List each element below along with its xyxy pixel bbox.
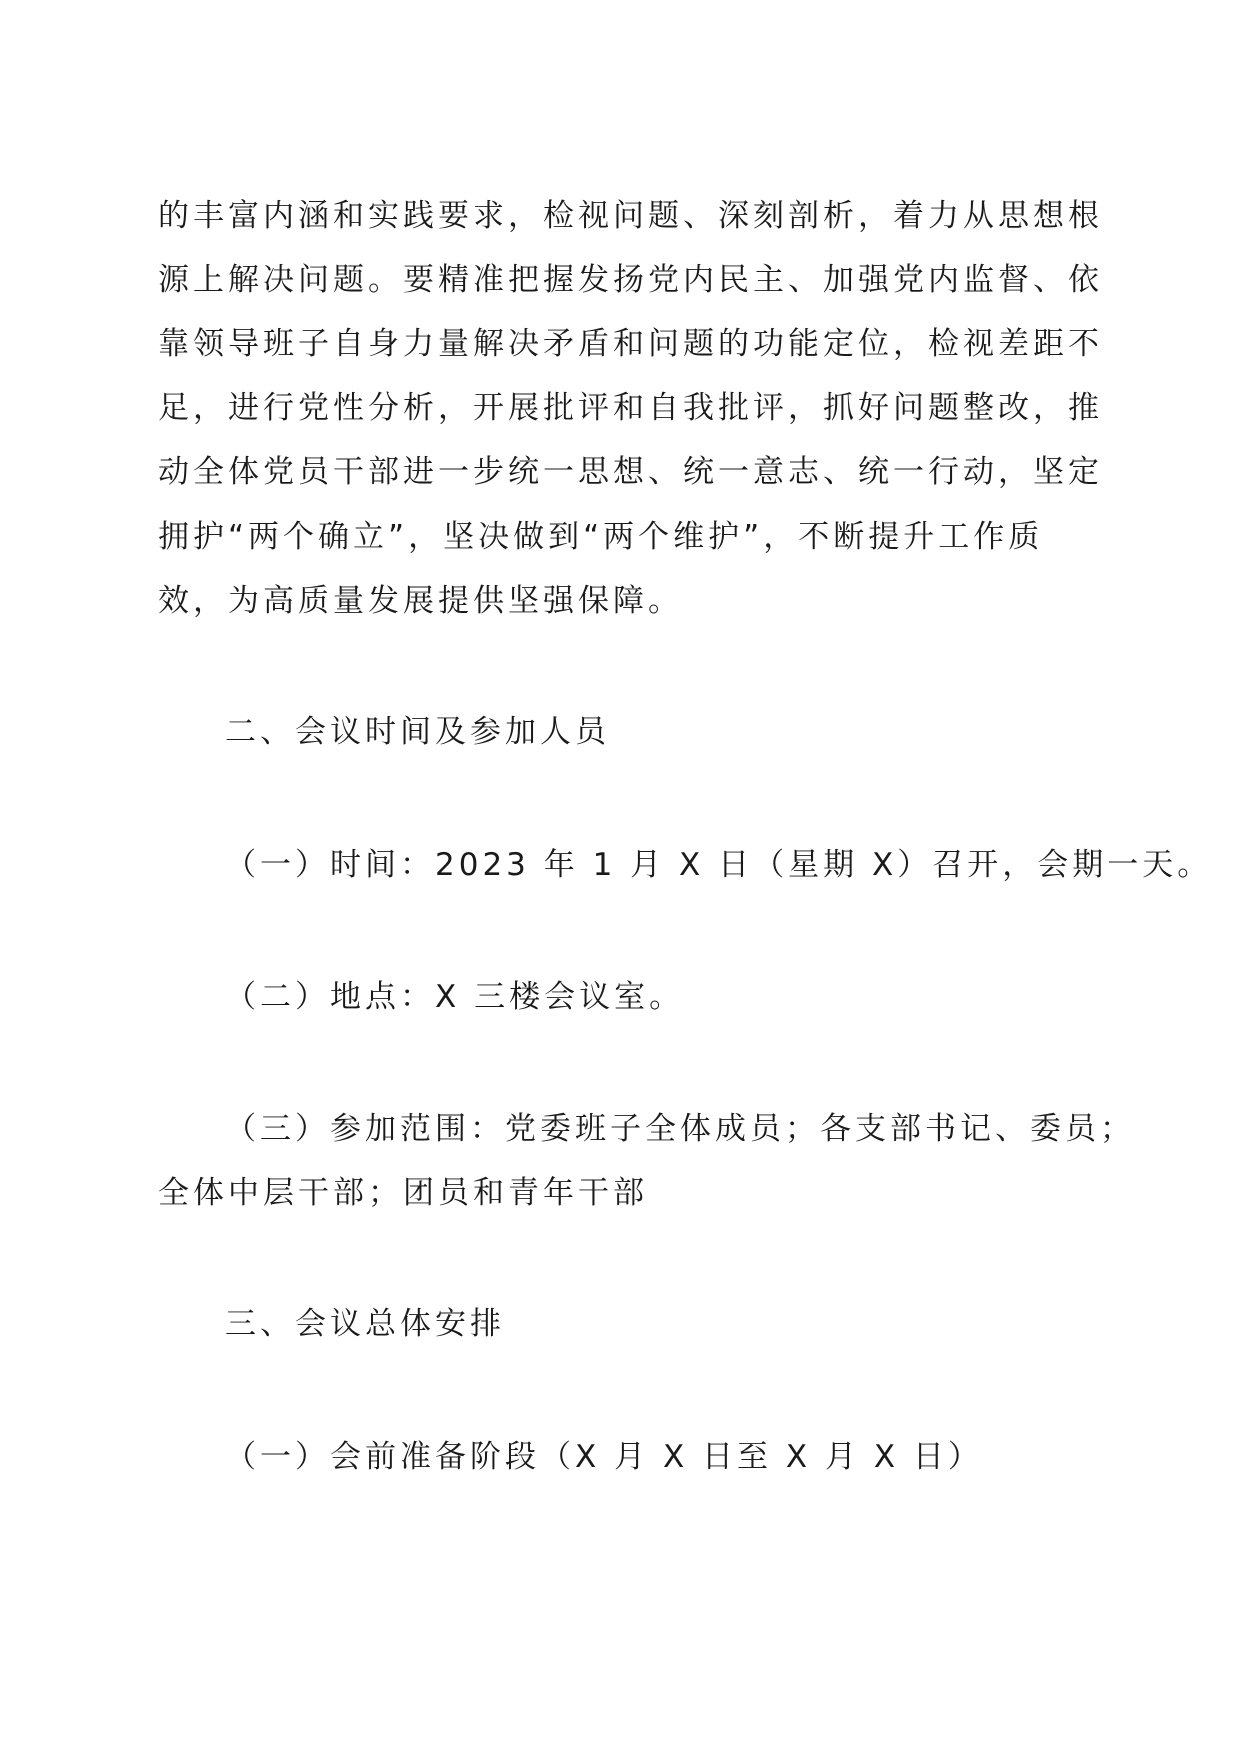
paragraph-line: 的丰富内涵和实践要求，检视问题、深刻剖析，着力从思想根 [158, 198, 1103, 234]
meeting-scope: （三）参加范围：党委班子全体成员；各支部书记、委员； [225, 1111, 1135, 1147]
paragraph-line: 靠领导班子自身力量解决矛盾和问题的功能定位，检视差距不 [158, 326, 1103, 362]
meeting-time: （一）时间：2023 年 1 月 X 日（星期 X）召开，会期一天。 [225, 847, 1213, 883]
section-heading-meeting-time: 二、会议时间及参加人员 [225, 714, 610, 750]
meeting-location: （二）地点：X 三楼会议室。 [225, 979, 685, 1015]
paragraph-line: 效，为高质量发展提供坚强保障。 [158, 583, 683, 619]
stage-preparation: （一）会前准备阶段（X 月 X 日至 X 月 X 日） [225, 1439, 983, 1475]
paragraph-line: 动全体党员干部进一步统一思想、统一意志、统一行动，坚定 [158, 454, 1103, 490]
paragraph-line: 拥护“两个确立”，坚决做到“两个维护”，不断提升工作质 [158, 519, 1044, 555]
meeting-scope-continued: 全体中层干部；团员和青年干部 [158, 1175, 648, 1211]
paragraph-line: 源上解决问题。要精准把握发扬党内民主、加强党内监督、依 [158, 262, 1103, 298]
section-heading-arrangement: 三、会议总体安排 [225, 1306, 505, 1342]
paragraph-line: 足，进行党性分析，开展批评和自我批评，抓好问题整改，推 [158, 390, 1103, 426]
